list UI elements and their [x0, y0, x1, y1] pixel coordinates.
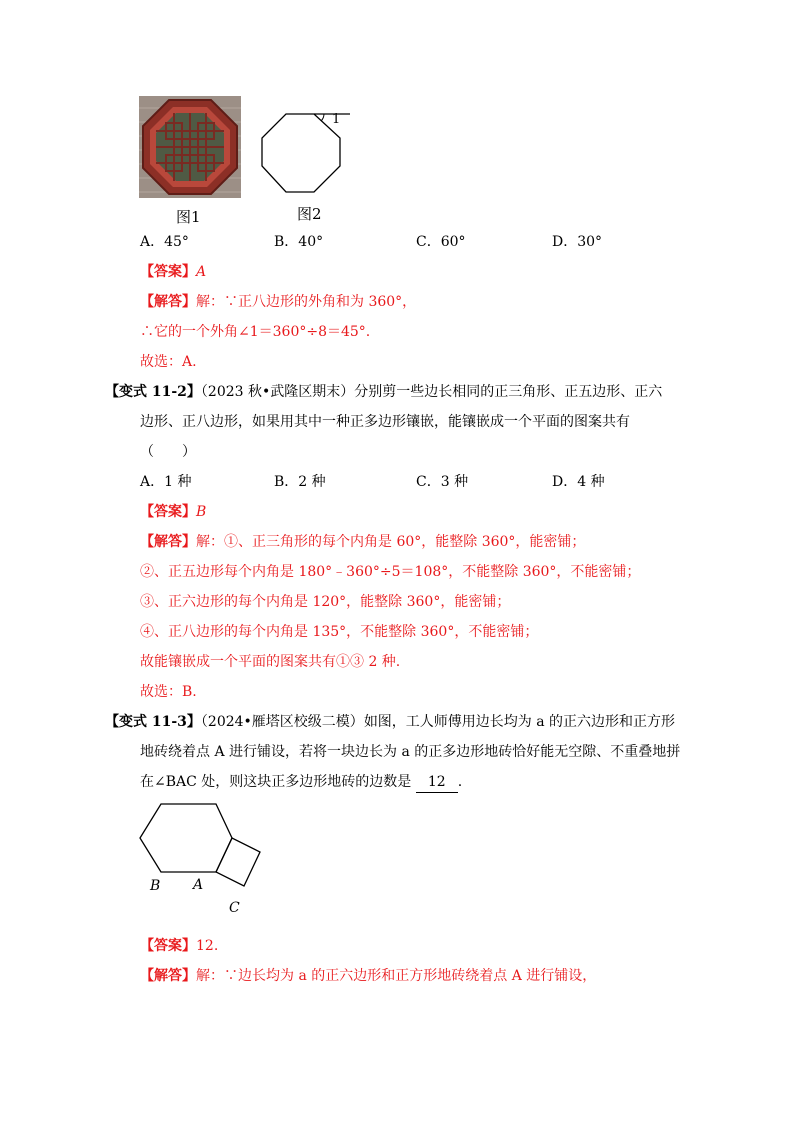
figure-caption-1: 图1 [176, 208, 201, 226]
answer-line [140, 262, 206, 282]
window-photo [139, 96, 241, 198]
option-c: C．60° [416, 234, 466, 250]
question-text: 分别剪一些边长相同的正三角形、正五边形、正六 [354, 384, 663, 400]
question-text: 边形、正八边形，如果用其中一种正多边形镶嵌，能镶嵌成一个平面的图案共有 [140, 414, 630, 430]
question-stem [105, 712, 675, 732]
question-stem [105, 382, 662, 402]
option-a: A．45° [140, 234, 189, 250]
answer-line [140, 936, 218, 956]
solution-text: 解：∵正八边形的外角和为 360°， [196, 294, 417, 310]
question-text-post: . [457, 774, 463, 790]
option-b: B．40° [274, 234, 324, 250]
solution-line: ③、正六边形的每个内角是 120°，能整除 360°，能密铺； [140, 594, 511, 610]
question-text: 如图，工人师傅用边长均为 a 的正六边形和正方形 [363, 714, 676, 730]
solution-line: ②、正五边形每个内角是 180°﹣360°÷5＝108°，不能整除 360°，不能密铺； [140, 564, 641, 580]
point-label-c: C [229, 900, 240, 916]
question-text-pre: 在∠BAC 处，则这块正多边形地砖的边数是 [140, 774, 412, 790]
solution-line: 故选：B. [140, 684, 197, 700]
solution-line: 故选：A. [140, 354, 197, 370]
answer-label: 【答案】 [140, 264, 196, 280]
answer-value: B [196, 504, 207, 520]
answer-value: A [196, 264, 207, 280]
option-a: A．1 种 [140, 474, 192, 490]
answer-blank: 12 [416, 772, 458, 793]
solution-line: ④、正八边形的每个内角是 135°，不能整除 360°，不能密铺； [140, 624, 539, 640]
solution-label: 【解答】 [140, 534, 196, 550]
solution-text: 解：∵边长均为 a 的正六边形和正方形地砖绕着点 A 进行铺设， [196, 968, 597, 984]
point-label-b: B [150, 878, 161, 894]
option-d: D．30° [552, 234, 603, 250]
option-c: C．3 种 [416, 474, 469, 490]
point-label-a: A [193, 877, 204, 893]
solution-line [140, 292, 416, 312]
figure-caption-2: 图2 [297, 205, 322, 223]
solution-label: 【解答】 [140, 294, 196, 310]
question-source: （2024•雁塔区校级二模） [200, 714, 364, 730]
solution-line: ∴它的一个外角∠1＝360°÷8＝45°. [140, 324, 371, 340]
solution-line [140, 966, 596, 986]
answer-label: 【答案】 [140, 938, 196, 954]
question-text [140, 772, 462, 793]
question-tag: 【变式 11-2】 [105, 384, 201, 400]
option-d: D．4 种 [552, 474, 605, 490]
answer-value: 12. [196, 938, 219, 954]
question-tag: 【变式 11-3】 [105, 714, 201, 730]
solution-text: 解：①、正三角形的每个内角是 60°，能整除 360°，能密铺； [196, 534, 586, 550]
solution-line [140, 532, 585, 552]
question-text: （ ） [140, 444, 196, 460]
solution-label: 【解答】 [140, 968, 196, 984]
solution-line: 故能镶嵌成一个平面的图案共有①③ 2 种. [140, 654, 401, 670]
option-b: B．2 种 [274, 474, 326, 490]
question-text: 地砖绕着点 A 进行铺设，若将一块边长为 a 的正多边形地砖恰好能无空隙、不重叠地拼 [140, 744, 681, 760]
answer-label: 【答案】 [140, 504, 196, 520]
question-source: （2023 秋•武隆区期末） [200, 384, 355, 400]
octagon-diagram [258, 108, 358, 200]
answer-line [140, 502, 206, 522]
angle-label-1: 1 [332, 112, 341, 127]
